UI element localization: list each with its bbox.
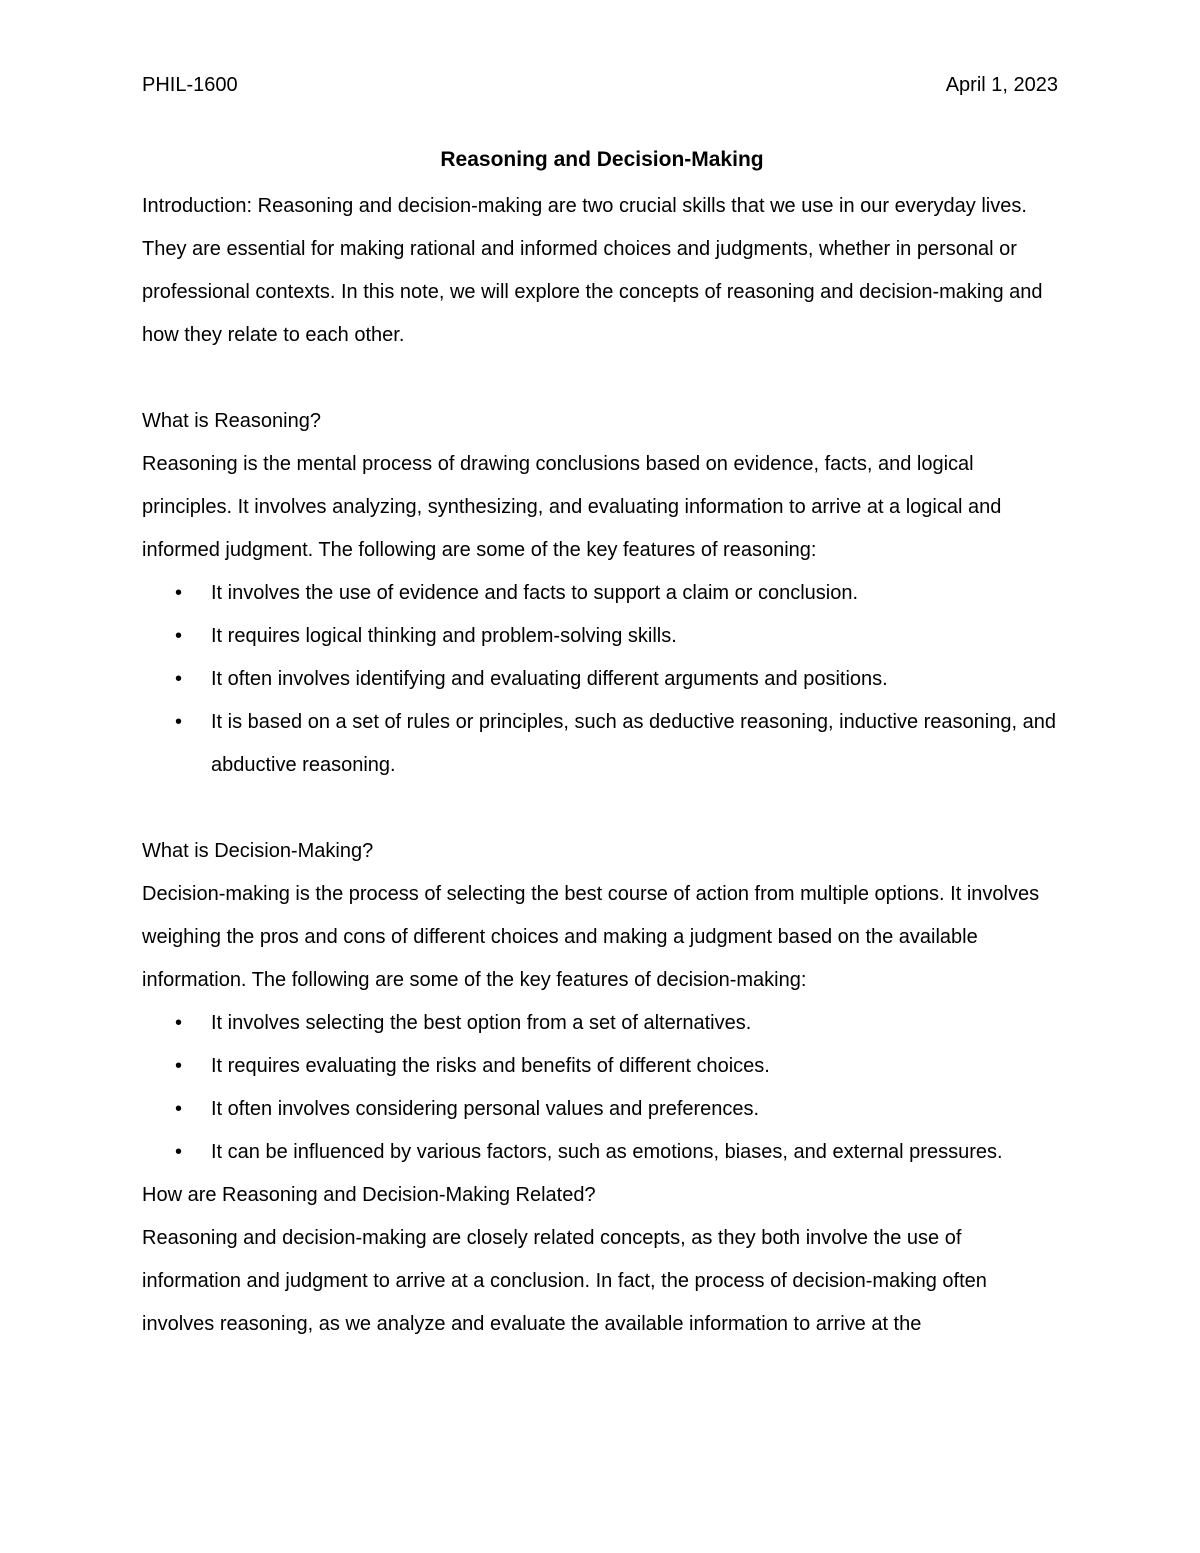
list-item-text: It involves selecting the best option from a set of alternatives. xyxy=(211,1012,752,1034)
header-course-code: PHIL-1600 xyxy=(142,74,238,96)
list-item-text: It requires logical thinking and problem-solving skills. xyxy=(211,625,677,647)
bullet-icon: • xyxy=(175,1141,183,1163)
list-item-text: It involves the use of evidence and facts to support a claim or conclusion. xyxy=(211,582,859,604)
intro-paragraph: Introduction: Reasoning and decision-making are two crucial skills that we use in our everyday lives. They are essential for making rational and informed choices and judgments, whether in personal or professional contexts. In this note, we will explore the concepts of reasoning and decision-making and how they relate to each other. xyxy=(142,195,1043,346)
list-item xyxy=(175,1131,1062,1174)
reasoning-heading: What is Reasoning? xyxy=(142,410,321,432)
bullet-icon: • xyxy=(175,1055,183,1077)
decision-bullet-list xyxy=(142,1002,1062,1174)
reasoning-paragraph: Reasoning is the mental process of drawing conclusions based on evidence, facts, and logical principles. It involves analyzing, synthesizing, and evaluating information to arrive at a logical and informed judgment. The following are some of the key features of reasoning: xyxy=(142,453,1002,561)
decision-heading: What is Decision-Making? xyxy=(142,840,374,862)
blank-line xyxy=(142,787,1062,830)
related-paragraph: Reasoning and decision-making are closely related concepts, as they both involve the use of information and judgment to arrive at a conclusion. In fact, the process of decision-making often involves reasoning, as we analyze and evaluate the available information to arrive at the xyxy=(142,1227,987,1335)
reasoning-bullet-list xyxy=(142,572,1062,787)
list-item xyxy=(175,1045,1062,1088)
bullet-icon: • xyxy=(175,625,183,647)
bullet-icon: • xyxy=(175,711,183,733)
list-item-text: It can be influenced by various factors, such as emotions, biases, and external pressures. xyxy=(211,1141,1003,1163)
decision-paragraph: Decision-making is the process of selecting the best course of action from multiple options. It involves weighing the pros and cons of different choices and making a judgment based on the available information. The following are some of the key features of decision-making: xyxy=(142,883,1040,991)
list-item-text: It often involves considering personal values and preferences. xyxy=(211,1098,760,1120)
bullet-icon: • xyxy=(175,1012,183,1034)
list-item-text: It requires evaluating the risks and benefits of different choices. xyxy=(211,1055,770,1077)
list-item xyxy=(175,572,1062,615)
document-title: Reasoning and Decision-Making xyxy=(440,148,764,171)
header-date: April 1, 2023 xyxy=(945,74,1058,96)
list-item xyxy=(175,701,1062,787)
bullet-icon: • xyxy=(175,1098,183,1120)
bullet-icon: • xyxy=(175,668,183,690)
document-body xyxy=(142,144,1062,1346)
list-item xyxy=(175,615,1062,658)
blank-line xyxy=(142,357,1062,400)
list-item xyxy=(175,658,1062,701)
list-item xyxy=(175,1002,1062,1045)
list-item-text: It is based on a set of rules or principles, such as deductive reasoning, inductive reasoning, and abductive reasoning. xyxy=(211,711,1056,776)
bullet-icon: • xyxy=(175,582,183,604)
list-item xyxy=(175,1088,1062,1131)
list-item-text: It often involves identifying and evaluating different arguments and positions. xyxy=(211,668,888,690)
related-heading: How are Reasoning and Decision-Making Related? xyxy=(142,1184,596,1206)
